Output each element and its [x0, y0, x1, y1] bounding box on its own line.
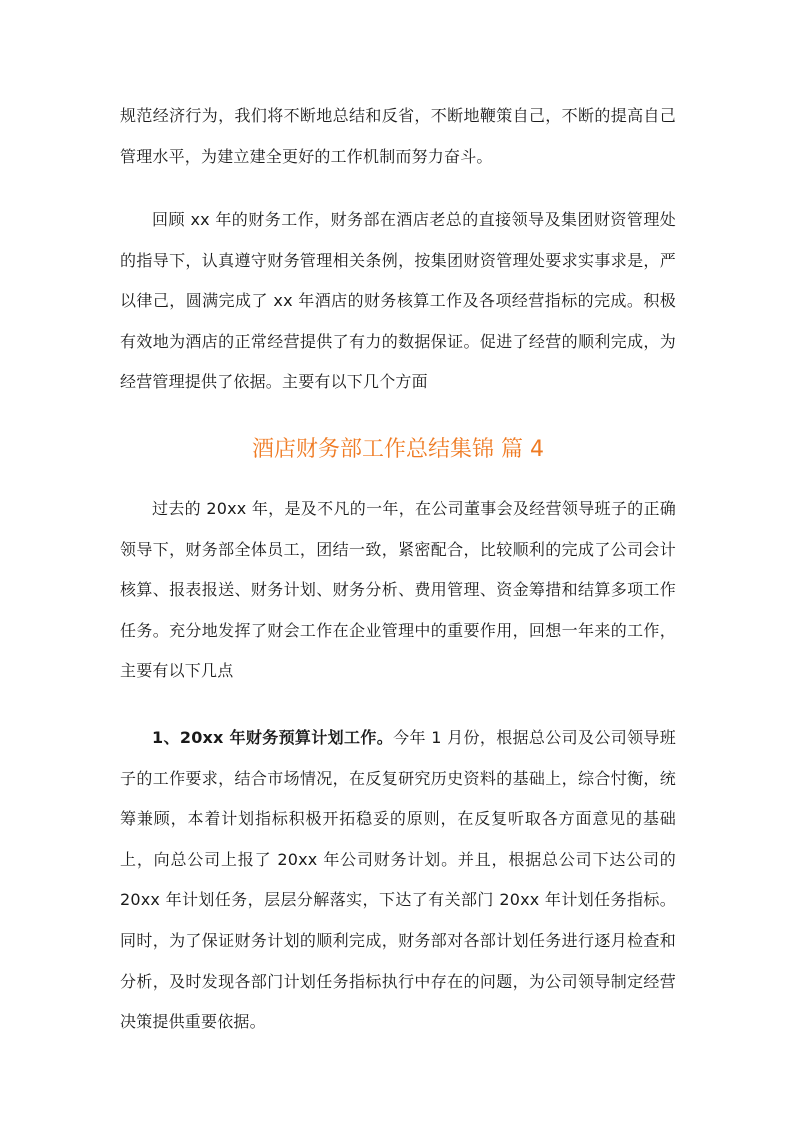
paragraph-continued: 规范经济行为，我们将不断地总结和反省，不断地鞭策自己，不断的提高自己管理水平，为建立建全更好的工作机制而努力奋斗。	[120, 106, 676, 166]
paragraph-review: 回顾 xx 年的财务工作，财务部在酒店老总的直接领导及集团财资管理处的指导下，认真遵守财务管理相关条例，按集团财资管理处要求实事求是，严以律己，圆满完成了 xx 年酒店的财务核算工作及各项经营指标的完成。积极有效地为酒店的正常经营提供了有力的数据保证。促进了经营的顺利完成，为经营管理提供了依据。主要有以下几个方面	[120, 210, 676, 392]
paragraph-intro: 过去的 20xx 年，是及不凡的一年，在公司董事会及经营领导班子的正确领导下，财务部全体员工，团结一致，紧密配合，比较顺利的完成了公司会计核算、报表报送、财务计划、财务分析、费用管理、资金筹措和结算多项工作任务。充分地发挥了财会工作在企业管理中的重要作用，回想一年来的工作，主要有以下几点	[120, 499, 676, 681]
section-heading: 酒店财务部工作总结集锦 篇 4	[252, 437, 544, 462]
paragraph-item-1	[120, 718, 676, 1043]
item-1-title: 1、20xx 年财务预算计划工作。	[152, 728, 394, 747]
item-1-body: 今年 1 月份，根据总公司及公司领导班子的工作要求，结合市场情况，在反复研究历史资料的基础上，综合忖衡，统筹兼顾，本着计划指标积极开拓稳妥的原则，在反复听取各方面意见的基础上，向总公司上报了 20xx 年公司财务计划。并且，根据总公司下达公司的 20xx 年计划任务，层层分解落实，下达了有关部门 20xx 年计划任务指标。同时，为了保证财务计划的顺利完成，财务部对各部计划任务进行逐月检查和分析，及时发现各部门计划任务指标执行中存在的问题，为公司领导制定经营决策提供重要依据。	[120, 728, 676, 1032]
